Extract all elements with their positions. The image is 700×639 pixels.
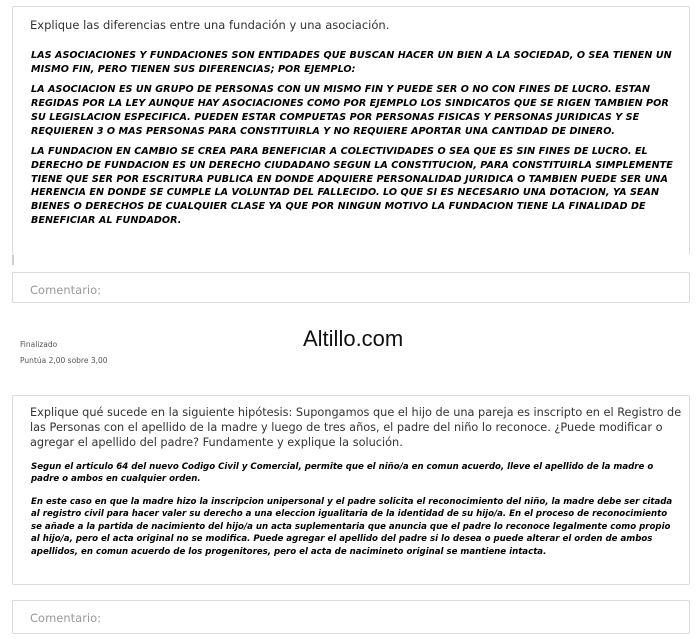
answer-paragraph: Segun el articulo 64 del nuevo Codigo Civil y Comercial, permite que el niño/a en comun acuerdo, lleve el apellido de la madre o padre o ambos en cualquier orden.: [31, 462, 654, 485]
answer-paragraph: LA FUNDACION EN CAMBIO SE CREA PARA BENEFICIAR A COLECTIVIDADES O SEA QUE ES SIN FINES DE LUCRO. EL DERECHO DE FUNDACION ES UN DERECHO CIUDADANO SEGUN LA CONSTITUCION, PARA CONSTITUIRLA SIMPLEMENTE TIENE QUE SER POR ESCRITURA PUBLICA EN DONDE ADQUIERE PERSONALIDAD JURIDICA O TAMBIEN PUEDE SER UNA HERENCIA EN DONDE SE CUMPLE LA VOLUNTAD DEL FALLECIDO. LO QUE SI ES NECESARIO UNA DOTACION, YA SEAN BIENES O DERECHOS DE CUALQUIER CLASE YA QUE POR NINGUN MOTIVO LA FUNDACION TIENE LA FINALIDAD DE BENEFICIAR AL FUNDADOR.: [31, 146, 673, 226]
question-2-answer-2: [31, 496, 681, 558]
watermark: Altillo.com: [303, 326, 404, 351]
comment-label: Comentario:: [30, 611, 102, 625]
question-1-card: [12, 6, 690, 255]
answer-paragraph: LA ASOCIACION ES UN GRUPO DE PERSONAS CON UN MISMO FIN Y PUEDE SER O NO CON FINES DE LUCRO. ESTAN REGIDAS POR LA LEY AUNQUE HAY ASOCIACIONES COMO POR EJEMPLO LOS SINDICATOS QUE SE RIGEN TAMBIEN POR SU LEGISLACION ESPECIFICA. PUEDEN ESTAR COMPUETAS POR PERSONAS FISICAS Y PERSONAS JURIDICAS Y SE REQUIEREN 3 O MAS PERSONAS PARA CONSTITUIRLA Y NO REQUIERE APORTAR UNA CANTIDAD DE DINERO.: [31, 84, 669, 137]
answer-paragraph: En este caso en que la madre hizo la inscripcion unipersonal y el padre solicita el reconocimiento del niño, la madre debe ser citada al registro civil para hacer valer su derecho a una eleccion igualitaria de la identidad de su hijo/a. En el proceso de reconocimiento se añade a la partida de nacimiento del hijo/a un acta suplementaria que anuncia que el padre lo reconoce legalmente como propio al hijo/a, pero el acta original no se modifica. Puede agregar el apellido del padre si lo desea o puede alterar el orden de ambos apellidos, en comun acuerdo de los progenitores, pero el acta de nacimineto original se mantiene intacta.: [31, 497, 673, 557]
question-1-answer: [31, 49, 683, 227]
comment-label: Comentario:: [30, 283, 102, 297]
answer-paragraph: LAS ASOCIACIONES Y FUNDACIONES SON ENTIDADES QUE BUSCAN HACER UN BIEN A LA SOCIEDAD, O SEA TIENEN UN MISMO FIN, PERO TIENEN SUS DIFERENCIAS; POR EJEMPLO:: [31, 50, 672, 75]
question-2-answer-1: [31, 461, 681, 486]
question-status: Finalizado: [20, 340, 58, 349]
card-edge: [12, 255, 14, 265]
question-1-prompt: Explique las diferencias entre una fundación y una asociación.: [30, 18, 390, 32]
question-2-prompt: Explique qué sucede en la siguiente hipótesis: Supongamos que el hijo de una pareja es inscripto en el Registro de las Personas con el apellido de la madre y luego de tres años, el padre del niño lo reconoce. ¿Puede modificar o agregar el apellido del padre? Fundamente y explique la solución.: [30, 406, 682, 450]
question-2-card: [12, 395, 690, 585]
question-2-comment-box[interactable]: [12, 600, 690, 634]
question-1-comment-box[interactable]: [12, 272, 690, 303]
question-score: Puntúa 2,00 sobre 3,00: [20, 356, 108, 365]
